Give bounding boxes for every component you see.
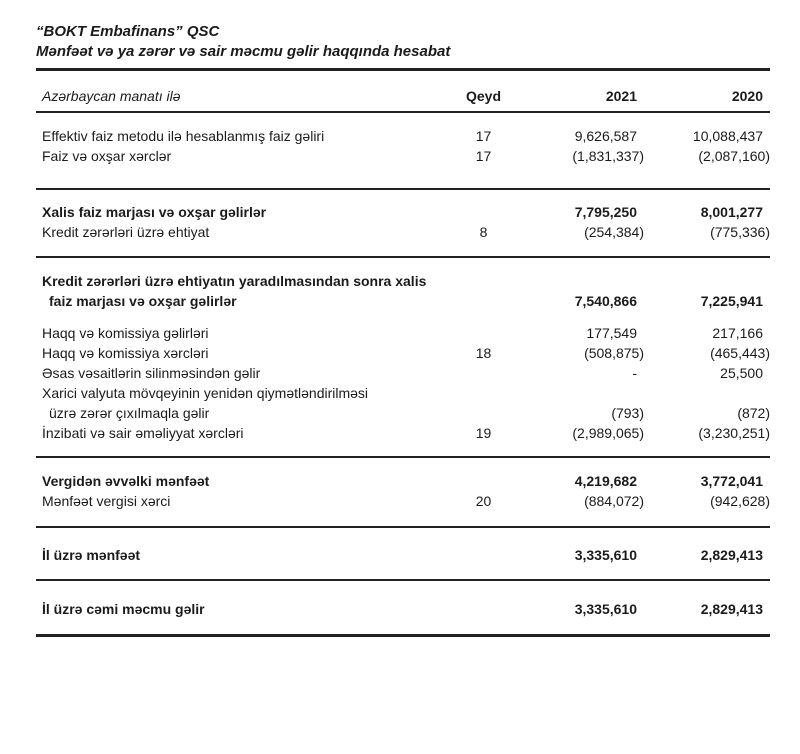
table-group [36,581,770,637]
value-2020: 8,001,277 [700,204,763,220]
row-label: İl üzrə mənfəət [42,547,141,563]
value-2020: 10,088,437 [692,128,763,144]
column-header-qeyd: Qeyd [465,88,501,104]
value-2020: (3,230,251) [698,425,770,441]
value-2020: 7,225,941 [700,293,763,309]
value-2020: (872) [737,405,770,421]
value-2021: (2,989,065) [572,425,644,441]
table-row [36,146,770,166]
table-row [36,491,770,511]
statement-sheet [36,22,770,637]
table-row [36,383,770,423]
value-2020: 3,772,041 [700,473,763,489]
value-2021: 9,626,587 [574,128,637,144]
row-label: Haqq və komissiya gəlirləri [42,325,209,341]
document-header [36,22,770,71]
table-body [36,113,770,637]
row-label: Kredit zərərləri üzrə ehtiyat [42,224,210,240]
row-label: Əsas vəsaitlərin silinməsindən gəlir [42,365,261,381]
value-2021: 7,795,250 [574,204,637,220]
value-2021: 7,540,866 [574,293,637,309]
value-2021: (254,384) [584,224,644,240]
column-header-2020: 2020 [731,88,763,104]
value-2020: (465,443) [710,345,770,361]
value-2020: 2,829,413 [700,601,763,617]
table-group [36,190,770,258]
company-name: “BOKT Embafinans” QSC [36,23,220,40]
value-2021: (793) [611,405,644,421]
row-note-ref: 17 [475,148,492,164]
table-row [36,363,770,383]
row-label: Faiz və oxşar xərclər [42,148,172,164]
table-row [36,545,770,565]
value-2021: - [632,365,637,381]
value-2020: (942,628) [710,493,770,509]
table-row [36,323,770,343]
value-2021: 3,335,610 [574,601,637,617]
row-note-ref: 8 [479,224,488,240]
table-row [36,471,770,491]
table-row [36,423,770,443]
row-label: Kredit zərərləri üzrə ehtiyatın yaradılmasından sonra xalis faiz marjası və oxşar gəlirlər [42,273,427,309]
row-note-ref: 17 [475,128,492,144]
row-label: Effektiv faiz metodu ilə hesablanmış faiz gəliri [42,128,325,144]
row-note-ref: 20 [475,493,492,509]
value-2021: (1,831,337) [572,148,644,164]
value-2021: (884,072) [584,493,644,509]
report-title: Mənfəət və ya zərər və sair məcmu gəlir haqqında hesabat [36,43,451,60]
row-note-ref: 19 [475,425,492,441]
value-2021: (508,875) [584,345,644,361]
value-2020: 217,166 [712,325,763,341]
table-row [36,343,770,363]
value-2020: 2,829,413 [700,547,763,563]
table-group [36,528,770,581]
table-row [36,202,770,222]
value-2020: (2,087,160) [698,148,770,164]
value-2021: 4,219,682 [574,473,637,489]
value-2020: (775,336) [710,224,770,240]
currency-note: Azərbaycan manatı ilə [42,88,181,104]
value-2021: 177,549 [586,325,637,341]
table-row [36,222,770,242]
row-label: Mənfəət vergisi xərci [42,493,171,509]
table-row [36,126,770,146]
row-note-ref: 18 [475,345,492,361]
row-label: Xalis faiz marjası və oxşar gəlirlər [42,204,267,220]
row-label: Xarici valyuta mövqeyinin yenidən qiymətləndirilməsi üzrə zərər çıxılmaqla gəlir [42,385,369,421]
column-header-2021: 2021 [605,88,637,104]
row-label: İnzibati və sair əməliyyat xərcləri [42,425,244,441]
table-row [36,599,770,619]
value-2021: 3,335,610 [574,547,637,563]
value-2020: 25,500 [720,365,763,381]
table-row [36,271,770,311]
row-label: Haqq və komissiya xərcləri [42,345,209,361]
row-label: Vergidən əvvəlki mənfəət [42,473,210,489]
table-group [36,458,770,528]
row-label: İl üzrə cəmi məcmu gəlir [42,601,205,617]
table-group [36,258,770,458]
table-group [36,113,770,190]
table-header-row [36,83,770,113]
